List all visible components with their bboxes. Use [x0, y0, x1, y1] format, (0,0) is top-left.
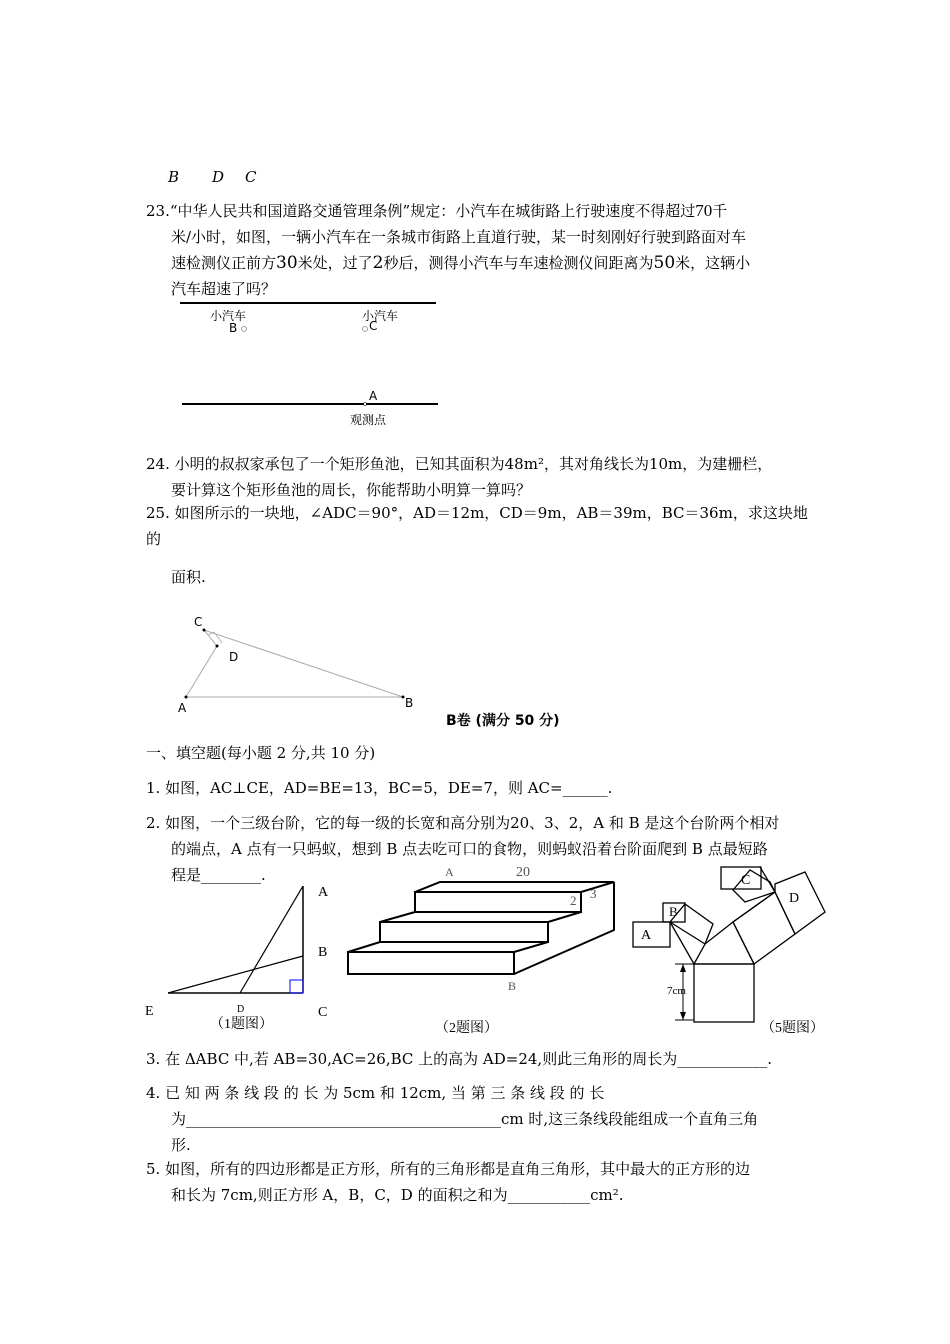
q23-num: 23.: [146, 202, 170, 220]
part1-title: 一、填空题(每小题 2 分,共 10 分): [146, 744, 376, 762]
land-shape: [186, 630, 403, 697]
fig5-c: C: [741, 873, 751, 888]
fig1-b: B: [318, 945, 328, 960]
point-a-label: A: [369, 389, 378, 403]
b4-line2: 为__________________________________________cm 时,这三条线段能组成一个直角三角: [171, 1110, 759, 1128]
b5-line1: 5. 如图，所有的四边形都是正方形，所有的三角形都是直角三角形，其中最大的正方形的边: [146, 1160, 751, 1178]
b5-line2: 和长为 7cm,则正方形 A，B，C，D 的面积之和为___________cm².: [171, 1186, 624, 1204]
fig1-d: D: [237, 1004, 245, 1015]
fig2-height: 2: [570, 893, 577, 908]
fig2-caption: （2题图）: [435, 1021, 498, 1036]
fig5-d: D: [789, 891, 800, 906]
q24-line2: 要计算这个矩形鱼池的周长，你能帮助小明算一算吗？: [171, 481, 532, 499]
q25-d-label: D: [229, 650, 239, 664]
q23-line1: “中华人民共和国道路交通管理条例”规定：小汽车在城街路上行驶速度不得超过: [169, 202, 696, 220]
line-ad: [240, 886, 303, 993]
arrow-up: [680, 964, 686, 972]
point-b-label: B: [229, 321, 238, 335]
fig1-e: E: [145, 1004, 154, 1019]
fig2-width: 3: [590, 886, 597, 901]
q23-sec: 2: [372, 253, 384, 273]
q23-line4: 汽车超速了吗？: [171, 280, 277, 298]
b4-question: [146, 1080, 811, 1158]
b2-line2: 的端点，A 点有一只蚂蚁，想到 B 点去吃可口的食物，则蚂蚁沿着台阶面爬到 B 点最短路: [171, 840, 768, 858]
station-label: 观测点: [350, 413, 387, 427]
q25-b-label: B: [405, 696, 414, 710]
line-eb: [168, 956, 303, 993]
b4-line3: 形.: [171, 1136, 191, 1154]
q25-a-label: A: [178, 701, 187, 715]
point-c-dot: [203, 629, 206, 632]
q23-speed: 70: [695, 201, 713, 220]
point-a-dot: [185, 696, 188, 699]
q23-dist2: 50: [653, 253, 676, 273]
b5-question: [146, 1156, 811, 1208]
label-b: B: [168, 168, 180, 186]
q23-dist1: 30: [276, 253, 298, 273]
q24-num: 24.: [146, 455, 170, 473]
q23-figure: [170, 298, 450, 438]
right-angle-c: [290, 980, 303, 993]
question-23: [146, 198, 811, 302]
fig1-c: C: [318, 1005, 328, 1020]
point-c-label: C: [369, 319, 378, 333]
fig2-length: 20: [516, 865, 530, 880]
q23-line3d: 米，这辆小: [675, 254, 751, 272]
fig5-b: B: [669, 904, 678, 919]
q23-line3a: 速检测仪正前方: [171, 254, 277, 272]
fig1-caption: （1题图）: [210, 1017, 273, 1032]
q23-line3c: 秒后，测得小汽车与车速检测仪间距离为: [383, 254, 654, 272]
figure-5: [625, 862, 845, 1042]
point-c: [363, 327, 368, 332]
b3-question: 3. 在 ΔABC 中,若 AB=30,AC=26,BC 上的高为 AD=24,则此三角形的周长为____________.: [146, 1050, 772, 1068]
q25-line2: 面积.: [171, 568, 206, 586]
car-b-label: 小汽车: [210, 309, 247, 323]
point-b: [242, 327, 247, 332]
q25-c-label: C: [194, 615, 203, 629]
question-25: [146, 500, 811, 590]
b2-line3: 程是________.: [171, 866, 266, 884]
label-c: C: [245, 168, 257, 186]
b4-line1: 4. 已 知 两 条 线 段 的 长 为 5cm 和 12cm, 当 第 三 条 线 段 的 长: [146, 1084, 605, 1102]
b1-question: 1. 如图，AC⊥CE，AD=BE=13，BC=5，DE=7，则 AC=______.: [146, 779, 613, 797]
fig5-caption: （5题图）: [761, 1021, 824, 1036]
arrow-down: [680, 1012, 686, 1020]
q24-line1: 小明的叔叔家承包了一个矩形鱼池，已知其面积为48m²，其对角线长为10m，为建栅栏，: [174, 455, 773, 473]
fig5-side: 7cm: [667, 985, 686, 997]
q25-figure: [170, 610, 430, 720]
section-b-title: B卷 (满分 50 分): [446, 713, 560, 729]
q23-unit: 千: [712, 202, 728, 220]
q25-num: 25.: [146, 504, 170, 522]
car-c-label: 小汽车: [362, 309, 399, 323]
figure-2: [340, 860, 630, 1040]
point-d-dot: [216, 645, 219, 648]
label-d: D: [212, 168, 225, 186]
b2-line1: 2. 如图，一个三级台阶，它的每一级的长宽和高分别为20、3、2，A 和 B 是这个台阶两个相对: [146, 814, 780, 832]
fig2-b: B: [508, 979, 517, 993]
question-24: [146, 451, 811, 503]
fig1-a: A: [318, 885, 329, 900]
fig2-a: A: [445, 865, 454, 879]
point-a: [364, 403, 367, 406]
figure-1: [140, 878, 340, 1038]
q23-line2: 米/小时，如图，一辆小汽车在一条城市街路上直道行驶，某一时刻刚好行驶到路面对车: [171, 228, 747, 246]
fig5-a: A: [641, 928, 652, 943]
q23-line3b: 米处，过了: [297, 254, 373, 272]
q25-line1: 如图所示的一块地，∠ADC＝90°，AD＝12m，CD＝9m，AB＝39m，BC＝36m，求这块地的: [146, 504, 808, 548]
